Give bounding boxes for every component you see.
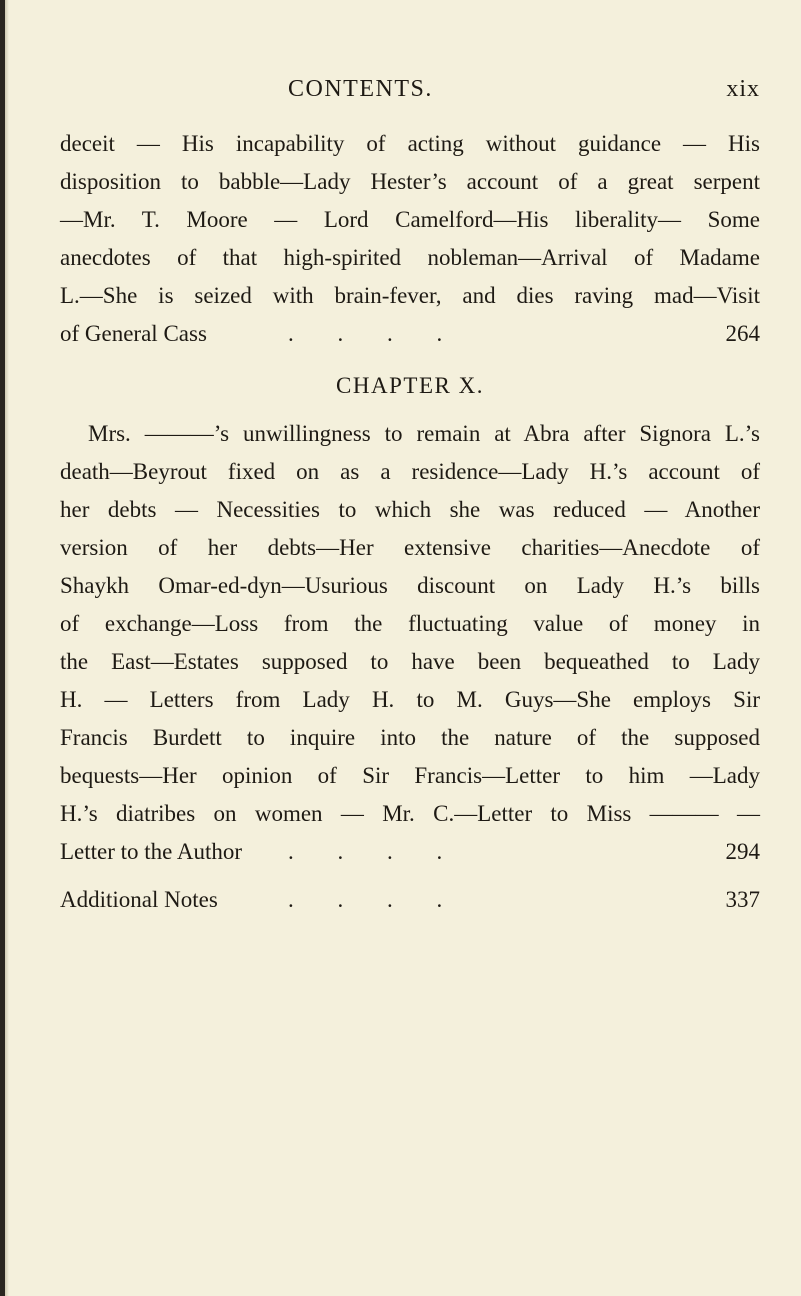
entry-text: Letter to the Author xyxy=(60,839,243,864)
page-number: 337 xyxy=(725,887,760,912)
chapter-summary-line: version of her debts—Her extensive charities—Anecdote of xyxy=(60,535,760,560)
dot-leaders: . . . . xyxy=(288,321,445,346)
continuation-line: L.—She is seized with brain-fever, and dies raving mad—Visit xyxy=(60,283,760,308)
entry-text: of General Cass xyxy=(60,321,207,346)
chapter-summary-line: bequests—Her opinion of Sir Francis—Letter to him —Lady xyxy=(60,763,760,788)
chapter-summary-line: H. — Letters from Lady H. to M. Guys—She employs Sir xyxy=(60,687,760,712)
running-title: CONTENTS. xyxy=(288,76,433,102)
toc-entry-additional-notes xyxy=(60,884,760,916)
continuation-line: deceit — His incapability of acting without guidance — His xyxy=(60,131,760,156)
entry-text: Additional Notes xyxy=(60,887,218,912)
chapter-summary-line: of exchange—Loss from the fluctuating value of money in xyxy=(60,611,760,636)
page-number: 294 xyxy=(725,839,760,864)
toc-entry-chapter-ix-end xyxy=(60,318,760,350)
dot-leaders: . . . . xyxy=(288,887,445,912)
continuation-line: disposition to babble—Lady Hester’s account of a great serpent xyxy=(60,169,760,194)
chapter-summary-line: death—Beyrout fixed on as a residence—Lady H.’s account of xyxy=(60,459,760,484)
toc-entry-chapter-x-end xyxy=(60,836,760,868)
continuation-line: anecdotes of that high-spirited nobleman—Arrival of Madame xyxy=(60,245,760,270)
page-header xyxy=(60,76,760,116)
folio: xix xyxy=(726,76,760,102)
chapter-heading: CHAPTER X. xyxy=(336,373,484,398)
page-binding-shadow xyxy=(5,0,9,1296)
page-number: 264 xyxy=(725,321,760,346)
chapter-summary-line: Francis Burdett to inquire into the nature of the supposed xyxy=(60,725,760,750)
dot-leaders: . . . . xyxy=(288,839,445,864)
chapter-summary-line: H.’s diatribes on women — Mr. C.—Letter to Miss ——— — xyxy=(60,801,760,826)
continuation-line: —Mr. T. Moore — Lord Camelford—His liberality— Some xyxy=(60,207,760,232)
chapter-summary-line: her debts — Necessities to which she was reduced — Another xyxy=(60,497,760,522)
chapter-summary-line: the East—Estates supposed to have been bequeathed to Lady xyxy=(60,649,760,674)
chapter-summary-line: Shaykh Omar-ed-dyn—Usurious discount on Lady H.’s bills xyxy=(60,573,760,598)
chapter-summary-line: Mrs. ———’s unwillingness to remain at Abra after Signora L.’s xyxy=(88,421,760,446)
